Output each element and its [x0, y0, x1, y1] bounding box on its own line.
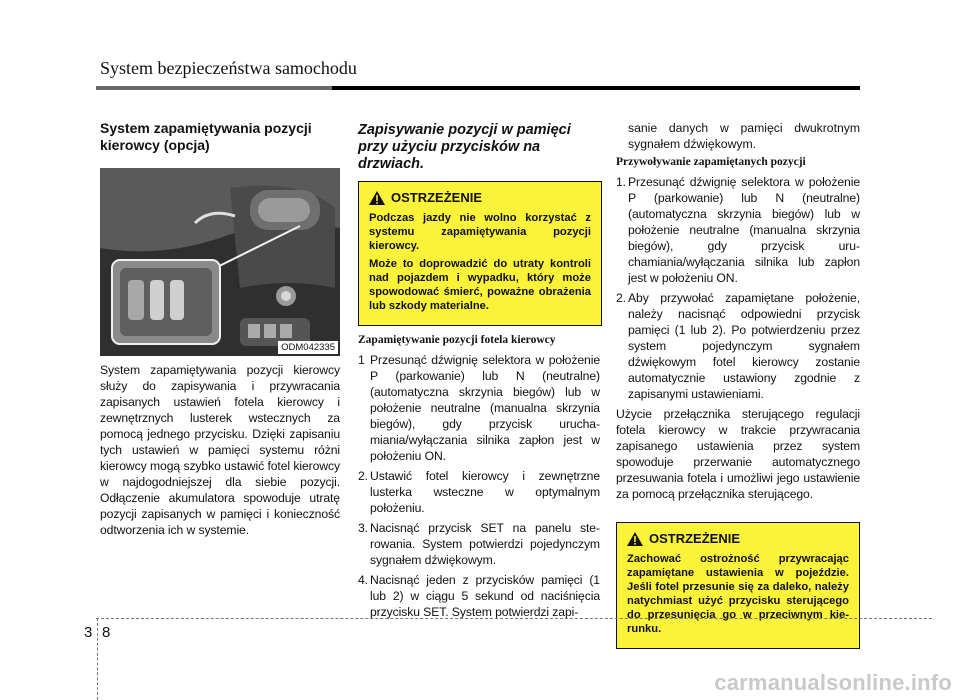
column-middle	[358, 120, 600, 624]
save-steps-list	[358, 352, 600, 620]
warning-box-driving	[358, 181, 602, 326]
page-number-chapter: 3	[84, 624, 93, 641]
section-heading-door-buttons: Zapisywanie pozycji w pamięci przy użyciu przycisków na drzwiach.	[358, 122, 571, 172]
recall-steps-list	[616, 174, 860, 402]
list-item: 2. Ustawić fotel kierowcy i zewnętrzne lusterka wsteczne w optymalnym położeniu.	[358, 469, 600, 515]
list-item: 1. Przesunąć dźwignię selektora w położenie P (parkowanie) lub N (neutralne) (automatyczna skrzynia biegów) lub w położenie neutralne (manualna skrzynia biegów), gdy przycisk uruchamiania/wyłączania silnika lub zapłon jest w położeniu ON.	[616, 175, 860, 285]
door-panel-photo	[100, 168, 340, 356]
warning-triangle-icon	[627, 532, 643, 546]
warning-box-recall	[616, 522, 860, 649]
watermark-text[interactable]: carmanualsonline.info	[714, 670, 952, 695]
page-header-title: System bezpieczeństwa samochodu	[100, 58, 357, 78]
header-rule-accent	[96, 86, 332, 90]
warning-header	[369, 190, 591, 205]
column-left	[100, 120, 340, 538]
footer-vertical-rule	[97, 618, 98, 700]
list-item: 1 Przesunąć dźwignię selektora w położenie P (parkowanie) lub N (neutralne) (automatyczna skrzynia biegów) lub w położenie neutralne (manualna skrzynia biegów), gdy przycisk uruchamiania/wyłączania silnika zapłon jest w położeniu ON.	[358, 353, 600, 463]
memory-system-description: System zapamiętywania pozycji kierowcy służy do zapisywania i przywracania zapisanych ustawień fotela kierowcy i zewnętrznych lusterek wstecznych za pomocą jednego przycisku. Dzięki zapisaniu tych ustawień w pamięci systemu różni kierowcy mogą szybko ustawić fotel kierowcy w najdogodniejszej dla siebie pozycji. Odłączenie akumulatora spowoduje utratę pozycji zapisanych w pamięci i konieczność odtworzenia ich w systemie.	[100, 363, 340, 537]
subheading-recall-position: Przywoływanie zapamiętanych pozycji	[616, 156, 806, 168]
override-description: Użycie przełącznika sterującego regulacji fotela kierowcy w trakcie przywracania zapisanego ustawienia przez system spowoduje przerwanie automatycznego przesuwania fotela i umożliwi jego ustawienie za pomocą przełącznika sterującego.	[616, 407, 860, 501]
footer-rule	[96, 618, 932, 619]
warning-text-1: Podczas jazdy nie wolno korzystać z systemu zapamiętywania pozycji kierowcy.	[369, 212, 591, 252]
list-item: 4. Nacisnąć jeden z przycisków pamięci (1 lub 2) w ciągu 5 sekund od naciśnięcia przycisku SET. System potwierdzi zapi-	[358, 573, 600, 619]
image-code-label: ODM042335	[278, 341, 338, 354]
page-number-page: 8	[102, 624, 111, 641]
warning-triangle-icon	[369, 191, 385, 205]
column-right	[616, 120, 860, 649]
warning-text-1: Zachować ostrożność przywracając zapamiętane ustawienia w pojeździe. Jeśli fotel przesunie się za daleko, należy natychmiast użyć przycisku sterującego do przesunięcia go w przeciwnym kierunku.	[627, 553, 849, 635]
warning-header	[627, 531, 849, 546]
step-continuation: sanie danych w pamięci dwukrotnym sygnałem dźwiękowym.	[628, 121, 860, 151]
warning-title: OSTRZEŻENIE	[391, 190, 483, 205]
warning-title: OSTRZEŻENIE	[649, 531, 741, 546]
door-panel-illustration	[100, 168, 340, 356]
section-heading-memory-system: System zapamiętywania pozycji kierowcy (opcja)	[100, 120, 312, 153]
warning-text-2: Może to doprowadzić do utraty kontroli nad pojazdem i wypadku, który może spowodować śmierć, poważne obrażenia lub szkody materialne.	[369, 258, 591, 312]
list-item: 2. Aby przywołać zapamiętane położenie, należy nacisnąć odpowiedni przycisk pamięci (1 lub 2). Po potwierdzeniu przez system pojedynczym sygnałem dźwiękowym fotel kierowcy zostanie automatycznie ustawiony zgodnie z zapisanymi ustawieniami.	[616, 291, 860, 401]
subheading-save-position: Zapamiętywanie pozycji fotela kierowcy	[358, 334, 556, 346]
list-item: 3. Nacisnąć przycisk SET na panelu sterowania. System potwierdzi pojedynczym sygnałem dźwiękowym.	[358, 521, 600, 567]
